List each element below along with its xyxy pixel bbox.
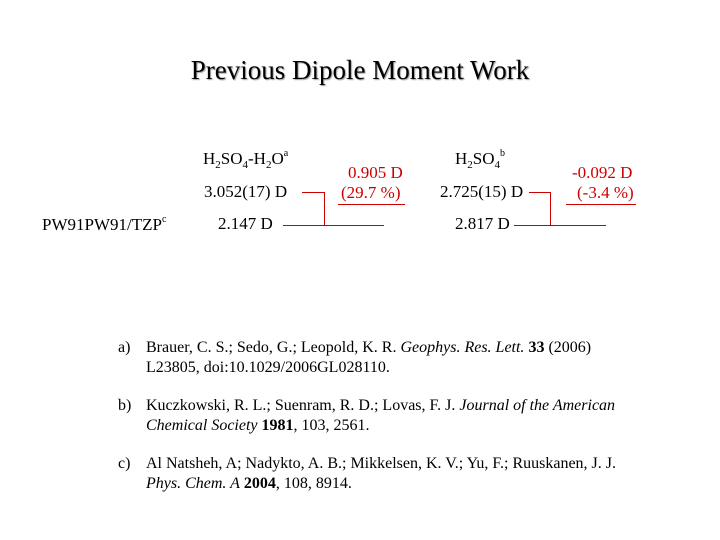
formula-subscript: 2	[467, 159, 473, 171]
formula-subscript: 4	[494, 159, 501, 171]
formula-subscript: 4	[242, 159, 249, 171]
diff-underline	[338, 204, 405, 205]
exp-value-complex: 3.052(17) D	[204, 182, 288, 201]
reference-bold: 33	[528, 339, 545, 356]
connector-line	[283, 225, 384, 226]
reference-journal: Geophys. Res. Lett.	[400, 339, 525, 356]
connector-line	[302, 192, 324, 193]
formula-subscript: 2	[265, 159, 272, 171]
calc-value-complex: 2.147 D	[218, 214, 273, 233]
reference-journal: Journal of the American Chemical Society	[146, 397, 616, 434]
formula-part: -H	[248, 149, 266, 168]
reference-item	[118, 454, 618, 494]
method-name: PW91PW91/TZP	[42, 215, 162, 234]
connector-line	[529, 192, 550, 193]
reference-authors: Brauer, C. S.; Sedo, G.; Leopold, K. R.	[146, 339, 397, 356]
footnote-marker: a	[283, 148, 289, 159]
formula-part: O	[271, 149, 284, 168]
formula-part: SO	[220, 149, 243, 168]
reference-bold: 1981	[261, 417, 294, 434]
diff-value-monomer: -0.092 D	[572, 163, 633, 182]
diff-percent-complex: (29.7 %)	[341, 183, 401, 202]
col-header-monomer	[455, 148, 505, 171]
references-list	[118, 338, 618, 512]
diff-value-complex: 0.905 D	[348, 163, 403, 182]
slide-title: Previous Dipole Moment Work	[190, 55, 530, 85]
reference-bold: 2004	[243, 475, 276, 492]
col-header-complex	[203, 148, 288, 171]
method-label	[42, 214, 166, 235]
connector-line	[550, 192, 551, 226]
reference-authors: Kuczkowski, R. L.; Suenram, R. D.; Lovas, F. J.	[146, 397, 456, 414]
formula-part: H	[455, 149, 468, 168]
footnote-marker: b	[500, 148, 506, 159]
formula-part: H	[203, 149, 216, 168]
connector-line	[324, 192, 325, 226]
reference-label: c)	[118, 455, 131, 472]
formula-subscript: 2	[215, 159, 221, 171]
diff-underline	[566, 204, 636, 205]
reference-journal: Phys. Chem. A	[146, 475, 240, 492]
reference-authors: Al Natsheh, A; Nadykto, A. B.; Mikkelsen, K. V.; Yu, F.; Ruuskanen, J. J.	[146, 455, 616, 472]
footnote-marker: c	[161, 214, 167, 225]
reference-details: , 108, 8914.	[275, 475, 352, 492]
reference-details: , 103, 2561.	[293, 417, 370, 434]
exp-value-monomer: 2.725(15) D	[440, 182, 524, 201]
reference-item	[118, 338, 618, 378]
reference-item	[118, 396, 618, 436]
connector-line	[514, 225, 606, 226]
formula-part: SO	[472, 149, 495, 168]
reference-label: a)	[118, 339, 131, 356]
diff-percent-monomer: (-3.4 %)	[577, 183, 634, 202]
reference-label: b)	[118, 397, 132, 414]
reference-details: (2006) L23805, doi:10.1029/2006GL028110.	[146, 339, 592, 376]
calc-value-monomer: 2.817 D	[455, 214, 510, 233]
